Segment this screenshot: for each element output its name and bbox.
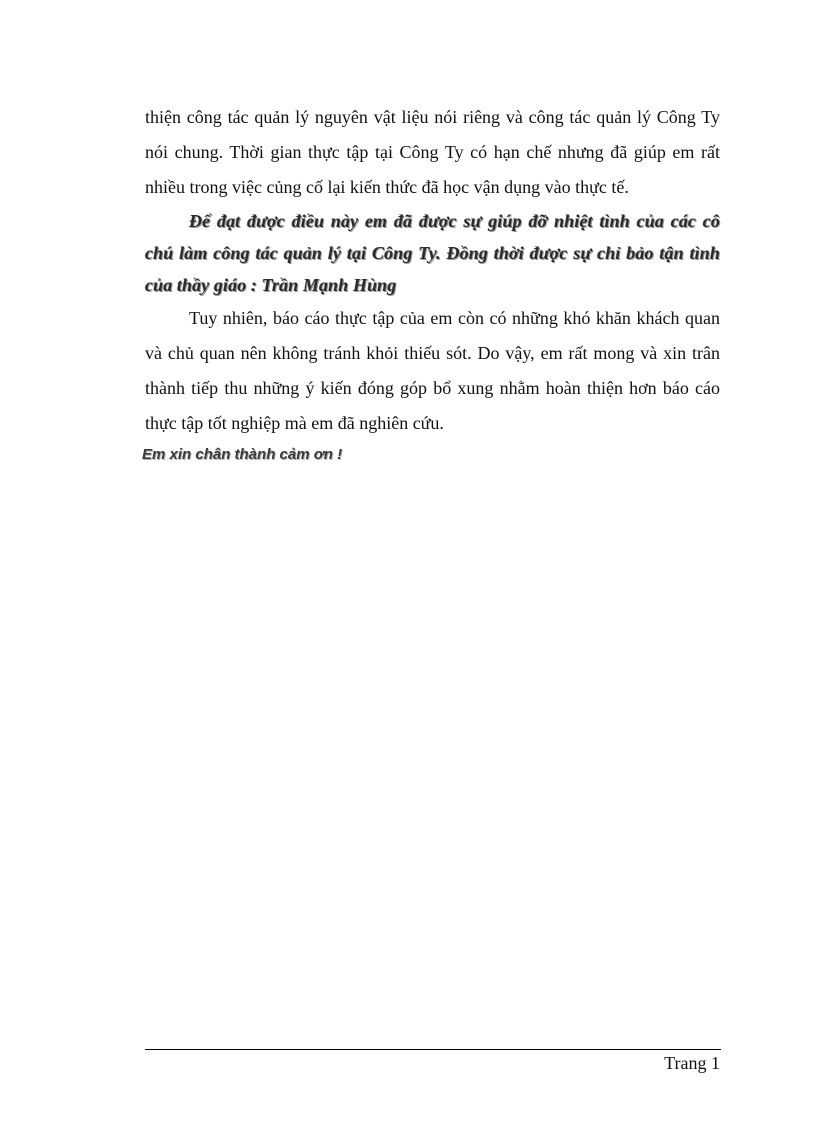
document-body xyxy=(142,100,720,467)
paragraph-continuation: thiện công tác quản lý nguyên vật liệu nói riêng và công tác quản lý Công Ty nói chung. Thời gian thực tập tại Công Ty có hạn chế nhưng đã giúp em rất nhiều trong việc củng cố lại kiến thức đã học vận dụng vào thực tế. xyxy=(145,107,720,197)
closing-thanks: Em xin chân thành cảm ơn ! xyxy=(142,446,343,463)
footer-divider xyxy=(145,1049,721,1050)
paragraph-limitations: Tuy nhiên, báo cáo thực tập của em còn có những khó khăn khách quan và chủ quan nên không tránh khỏi thiếu sót. Do vậy, em rất mong và xin trân thành tiếp thu những ý kiến đóng góp bổ xung nhằm hoàn thiện hơn báo cáo thực tập tốt nghiệp mà em đã nghiên cứu. xyxy=(145,308,720,433)
page-number: Trang 1 xyxy=(664,1053,720,1073)
paragraph-acknowledgement: Để đạt được điều này em đã được sự giúp đỡ nhiệt tình của các cô chú làm công tác quản lý tại Công Ty. Đồng thời được sự chỉ bảo tận tình của thầy giáo : Trần Mạnh Hùng xyxy=(145,211,720,295)
